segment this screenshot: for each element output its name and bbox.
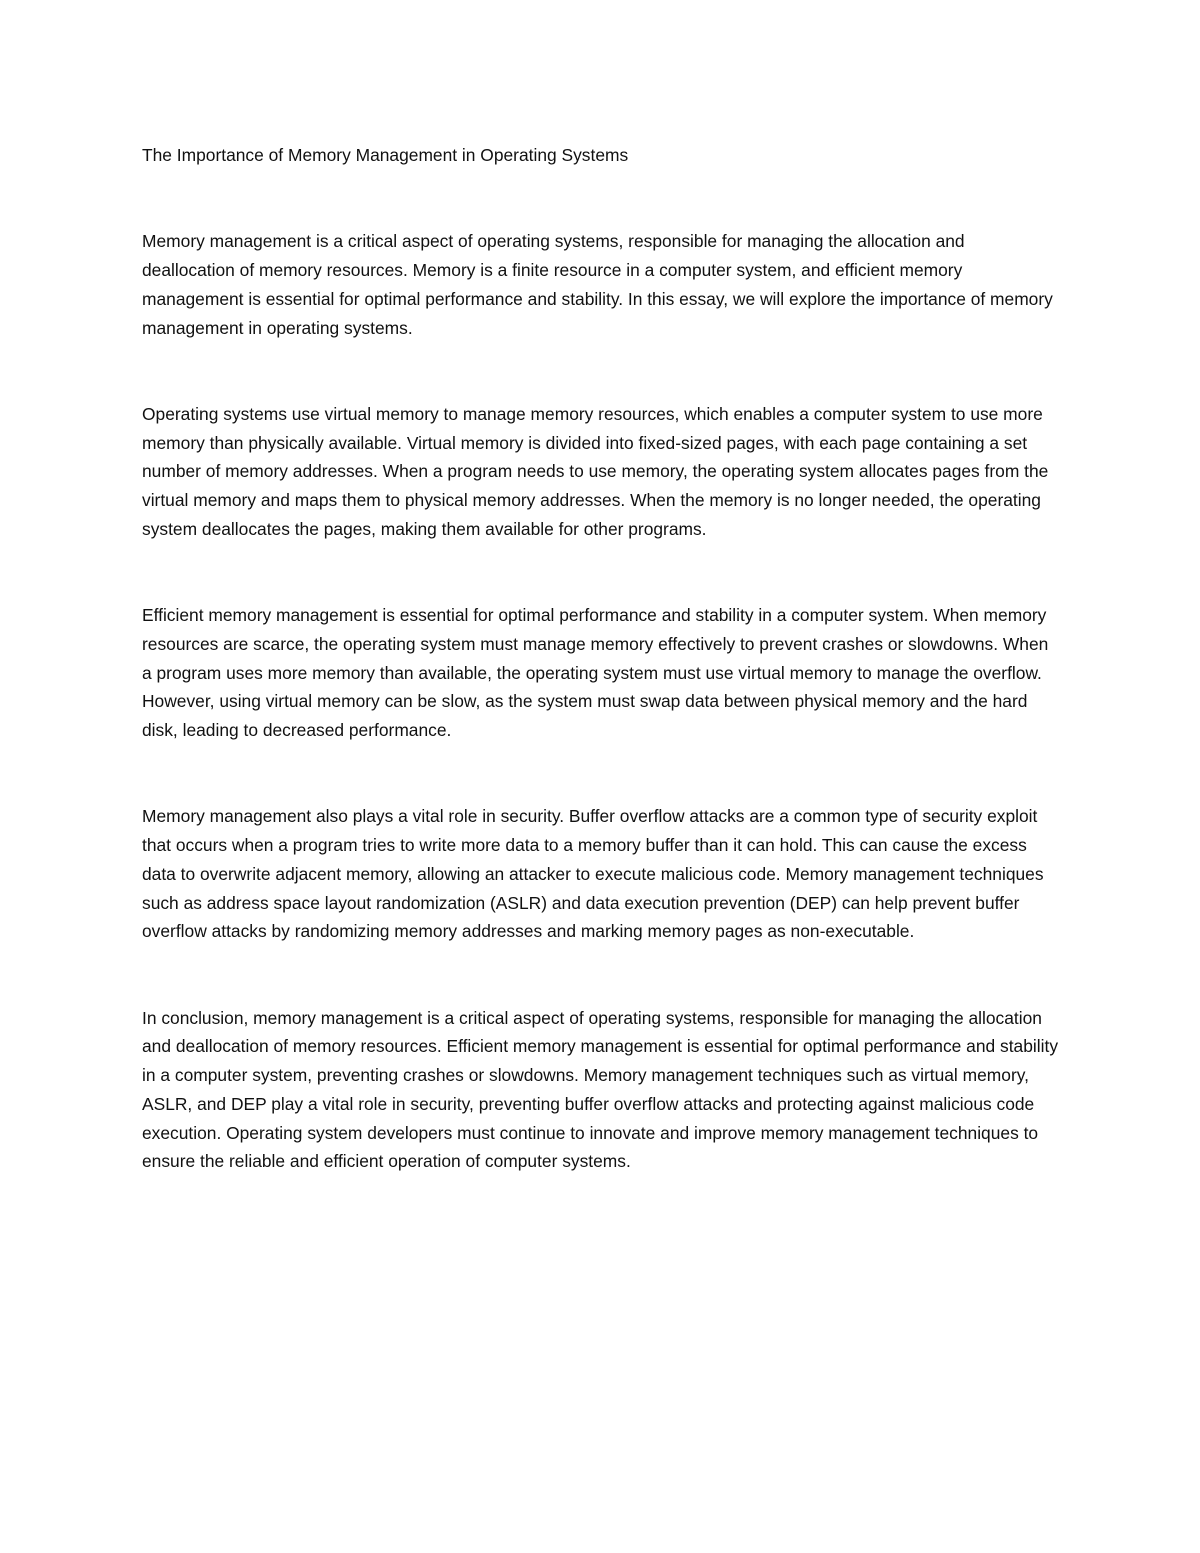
paragraph-virtual-memory: Operating systems use virtual memory to manage memory resources, which enables a computer system to use more memory than physically available. Virtual memory is divided into fixed-sized pages, with each page containing a set number of memory addresses. When a program needs to use memory, the operating system allocates pages from the virtual memory and maps them to physical memory addresses. When the memory is no longer needed, the operating system deallocates the pages, making them available for other programs. [142,403,1049,539]
document-title: The Importance of Memory Management in Operating Systems [142,145,629,165]
document-body [142,141,1060,1176]
paragraph-conclusion: In conclusion, memory management is a critical aspect of operating systems, responsible for managing the allocation and deallocation of memory resources. Efficient memory management is essential for optimal performance and stability in a computer system, preventing crashes or slowdowns. Memory management techniques such as virtual memory, ASLR, and DEP play a vital role in security, preventing buffer overflow attacks and protecting against malicious code execution. Operating system developers must continue to innovate and improve memory management techniques to ensure the reliable and efficient operation of computer systems. [142,1007,1059,1172]
paragraph-security: Memory management also plays a vital role in security. Buffer overflow attacks are a common type of security exploit that occurs when a program tries to write more data to a memory buffer than it can hold. This can cause the excess data to overwrite adjacent memory, allowing an attacker to execute malicious code. Memory management techniques such as address space layout randomization (ASLR) and data execution prevention (DEP) can help prevent buffer overflow attacks by randomizing memory addresses and marking memory pages as non-executable. [142,806,1044,942]
paragraph-performance: Efficient memory management is essential for optimal performance and stability in a computer system. When memory resources are scarce, the operating system must manage memory effectively to prevent crashes or slowdowns. When a program uses more memory than available, the operating system must use virtual memory to manage the overflow. However, using virtual memory can be slow, as the system must swap data between physical memory and the hard disk, leading to decreased performance. [142,605,1049,740]
paragraph-intro: Memory management is a critical aspect of operating systems, responsible for managing the allocation and deallocation of memory resources. Memory is a finite resource in a computer system, and efficient memory management is essential for optimal performance and stability. In this essay, we will explore the importance of memory management in operating systems. [142,231,1053,338]
